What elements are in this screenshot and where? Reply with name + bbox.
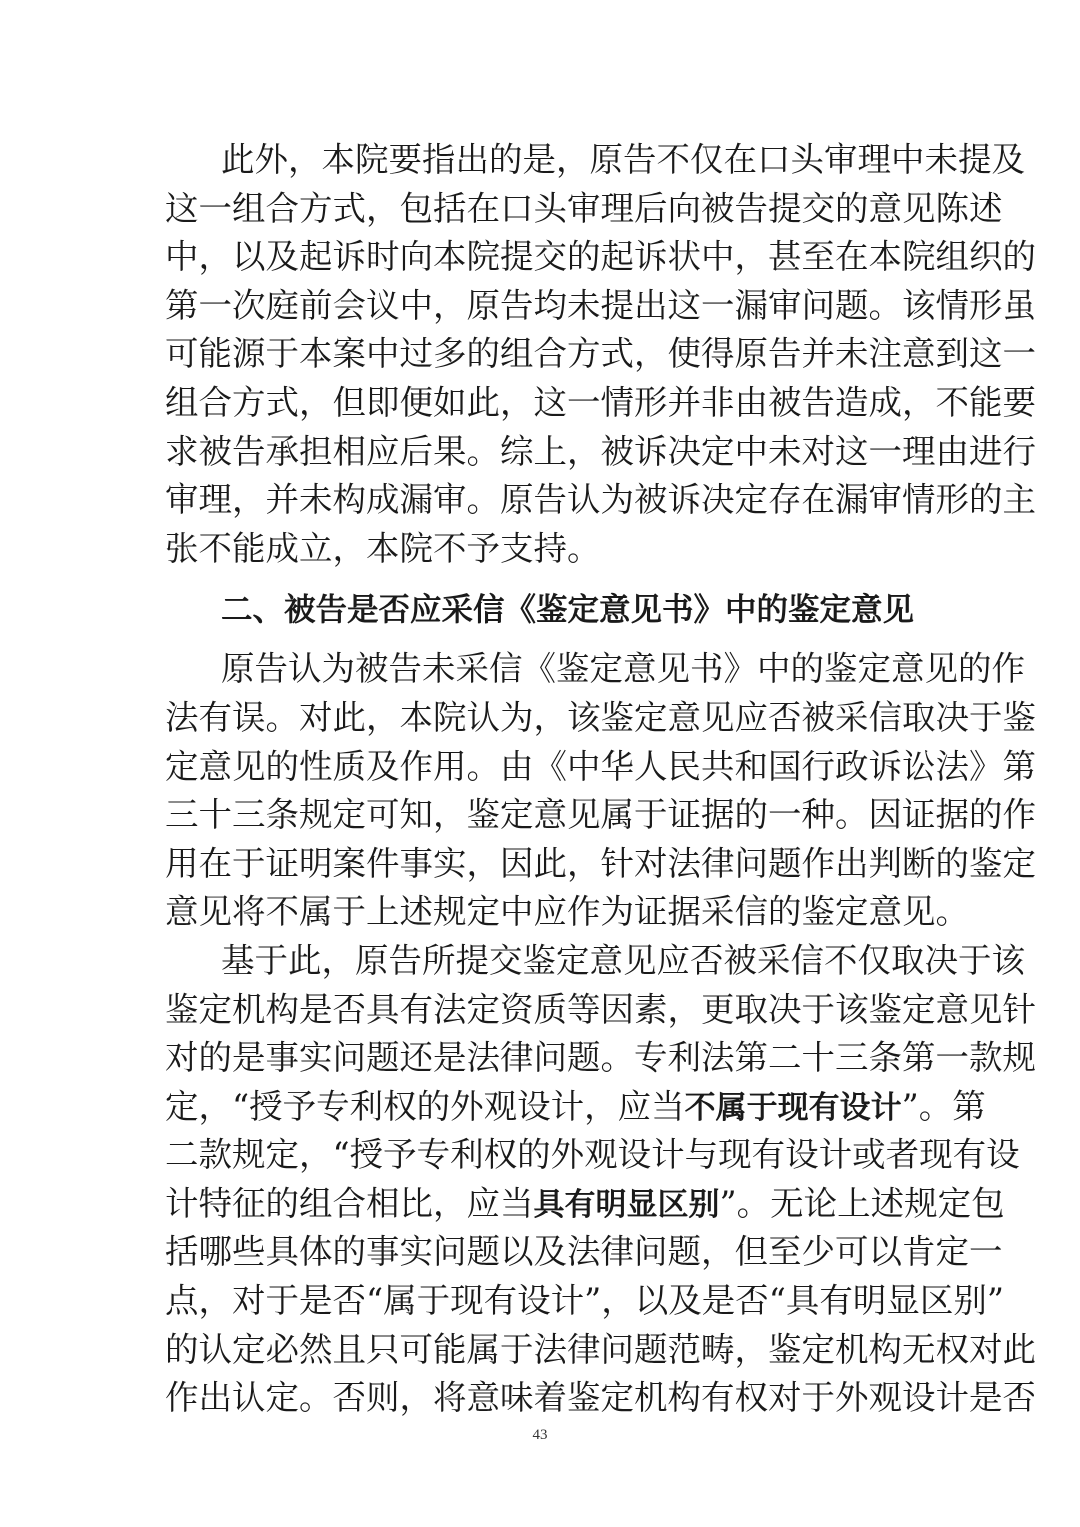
paragraph-line: 原告认为被告未采信《鉴定意见书》中的鉴定意见的作 [221,649,1025,689]
paragraph-line: 作出认定。否则，将意味着鉴定机构有权对于外观设计是否 [165,1378,1036,1418]
line-text: ”。无论上述规定包 [719,1183,1005,1223]
paragraph-line: 求被告承担相应后果。综上，被诉决定中未对这一理由进行 [165,431,1036,471]
paragraph-line: 中，以及起诉时向本院提交的起诉状中，甚至在本院组织的 [165,237,1036,277]
paragraph-line: 的认定必然且只可能属于法律问题范畴，鉴定机构无权对此 [165,1329,1036,1369]
paragraph-line: 这一组合方式，包括在口头审理后向被告提交的意见陈述 [165,188,1003,228]
paragraph-line: 鉴定机构是否具有法定资质等因素，更取决于该鉴定意见针 [165,989,1036,1029]
paragraph-line: 张不能成立，本院不予支持。 [165,528,601,568]
emphasis-text: 具有明显区别 [533,1186,720,1223]
paragraph-line: 可能源于本案中过多的组合方式，使得原告并未注意到这一 [165,334,1036,374]
section-heading: 二、被告是否应采信《鉴定意见书》中的鉴定意见 [221,592,915,629]
paragraph-3 [165,937,1036,1423]
paragraph-line [165,1180,1005,1229]
paragraph-line: 用在于证明案件事实，因此，针对法律问题作出判断的鉴定 [165,843,1036,883]
paragraph-line [165,1083,986,1132]
line-text: 计特征的组合相比，应当 [165,1183,534,1223]
paragraph-line: 三十三条规定可知，鉴定意见属于证据的一种。因证据的作 [165,795,1036,835]
paragraph-line: 第一次庭前会议中，原告均未提出这一漏审问题。该情形虽 [165,285,1036,325]
paragraph-line: 括哪些具体的事实问题以及法律问题，但至少可以肯定一 [165,1232,1003,1272]
paragraph-line: 审理，并未构成漏审。原告认为被诉决定存在漏审情形的主 [165,480,1036,520]
paragraph-line: 二款规定，“授予专利权的外观设计与现有设计或者现有设 [165,1135,1020,1175]
paragraph-line: 定意见的性质及作用。由《中华人民共和国行政诉讼法》第 [165,746,1036,786]
paragraph-line: 此外，本院要指出的是，原告不仅在口头审理中未提及 [221,140,1025,179]
paragraph-line: 对的是事实问题还是法律问题。专利法第二十三条第一款规 [165,1038,1036,1078]
paragraph-2 [165,645,1036,937]
paragraph-line: 意见将不属于上述规定中应作为证据采信的鉴定意见。 [165,892,969,932]
page-number: 43 [532,1427,548,1443]
line-text: ”。第 [901,1086,986,1126]
document-body [165,136,1036,1423]
emphasis-text: 不属于现有设计 [684,1089,902,1126]
paragraph-1 [165,136,1036,573]
paragraph-line: 组合方式，但即便如此，这一情形并非由被告造成，不能要 [165,382,1036,422]
paragraph-line: 基于此，原告所提交鉴定意见应否被采信不仅取决于该 [221,940,1025,980]
paragraph-line: 点，对于是否“属于现有设计”，以及是否“具有明显区别” [165,1281,1005,1321]
line-text: 定，“授予专利权的外观设计，应当 [165,1086,685,1126]
paragraph-line: 法有误。对此，本院认为，该鉴定意见应否被采信取决于鉴 [165,697,1036,737]
